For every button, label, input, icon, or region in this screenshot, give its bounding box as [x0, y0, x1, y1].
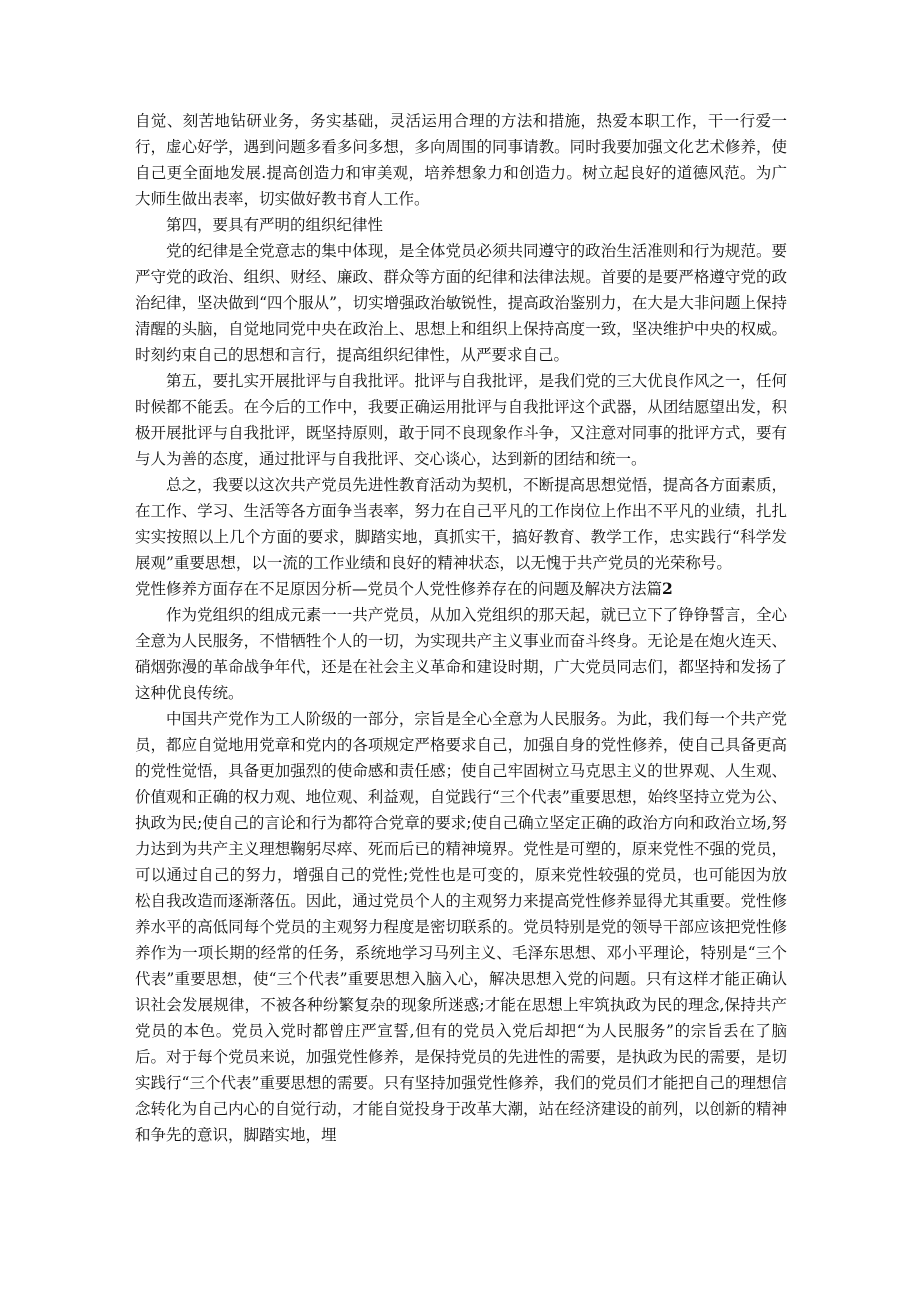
paragraph-party-cultivation: 中国共产党作为工人阶级的一部分，宗旨是全心全意为人民服务。为此，我们每一个共产党员，都应自觉地用党章和党内的各项规定严格要求自己，加强自身的党性修养，使自己具备更高的党性觉悟，具备更加强烈的使命感和责任感；使自己牢固树立马克思主义的世界观、人生观、价值观和正确的权力观、地位观、利益观，自觉践行“三个代表”重要思想，始终坚持立党为公、执政为民;使自己的言论和行为都符合党章的要求;使自己确立坚定正确的政治方向和政治立场,努力达到为共产主义理想鞠躬尽瘁、死而后已的精神境界。党性是可塑的，原来党性不强的党员，可以通过自己的努力，增强自己的党性;党性也是可变的，原来党性较强的党员，也可能因为放松自我改造而逐渐落伍。因此，通过党员个人的主观努力来提高党性修养显得尤其重要。党性修养水平的高低同每个党员的主观努力程度是密切联系的。党员特别是党的领导干部应该把党性修养作为一项长期的经常的任务，系统地学习马列主义、毛泽东思想、邓小平理论，特别是“三个代表”重要思想，使“三个代表”重要思想入脑入心，解决思想入党的问题。只有这样才能正确认识社会发展规律，不被各种纷繁复杂的现象所迷惑;才能在思想上牢筑执政为民的理念,保持共产党员的本色。党员入党时都曾庄严宣誓,但有的党员入党后却把“为人民服务”的宗旨丢在了脑后。对于每个党员来说，加强党性修养，是保持党员的先进性的需要，是执政为民的需要，是切实践行“三个代表”重要思想的需要。只有坚持加强党性修养，我们的党员们才能把自己的理想信念转化为自己内心的自觉行动，才能自觉投身于改革大潮，站在经济建设的前列，以创新的精神和争先的意识，脚踏实地，埋	[135, 710, 787, 1144]
paragraph-criticism: 第五，要扎实开展批评与自我批评。批评与自我批评，是我们党的三大优良作风之一，任何时候都不能丢。在今后的工作中，我要正确运用批评与自我批评这个武器，从团结愿望出发，积极开展批评与自我批评，既坚持原则，敢于同不良现象作斗争，又注意对同事的批评方式，要有与人为善的态度，通过批评与自我批评、交心谈心，达到新的团结和统一。	[135, 372, 787, 468]
article-title-number: 2	[662, 579, 673, 598]
paragraph-discipline: 党的纪律是全党意志的集中体现，是全体党员必须共同遵守的政治生活准则和行为规范。要严守党的政治、组织、财经、廉政、群众等方面的纪律和法律法规。首要的是要严格遵守党的政治纪律，坚决做到“四个服从”，切实增强政治敏锐性，提高政治鉴别力，在大是大非问题上保持清醒的头脑，自觉地同党中央在政治上、思想上和组织上保持高度一致，坚决维护中央的权威。时刻约束自己的思想和言行，提高组织纪律性，从严要求自己。	[135, 242, 787, 364]
section-heading-discipline: 第四，要具有严明的组织纪律性	[166, 216, 384, 234]
document-body	[135, 108, 787, 1148]
paragraph-party-member: 作为党组织的组成元素一一共产党员，从加入党组织的那天起，就已立下了铮铮誓言，全心全意为人民服务，不惜牺牲个人的一切，为实现共产主义事业而奋斗终身。无论是在炮火连天、硝烟弥漫的革命战争年代，还是在社会主义革命和建设时期，广大党员同志们，都坚持和发扬了这种优良传统。	[135, 606, 787, 702]
paragraph-continuation: 自觉、刻苦地钻研业务，务实基础，灵活运用合理的方法和措施，热爱本职工作，干一行爱一行，虚心好学，遇到问题多看多问多想，多向周围的同事请教。同时我要加强文化艺术修养，使自己更全面地发展.提高创造力和审美观，培养想象力和创造力。树立起良好的道德风范。为广大师生做出表率，切实做好教书育人工作。	[135, 112, 787, 208]
article-title-text: 党性修养方面存在不足原因分析—党员个人党性修养存在的问题及解决方法篇	[135, 580, 663, 598]
article-title	[135, 576, 787, 602]
paragraph-conclusion: 总之，我要以这次共产党员先进性教育活动为契机，不断提高思想觉悟，提高各方面素质，在工作、学习、生活等各方面争当表率，努力在自己平凡的工作岗位上作出不平凡的业绩，扎扎实实按照以上几个方面的要求，脚踏实地，真抓实干，搞好教育、教学工作，忠实践行“科学发展观”重要思想，以一流的工作业绩和良好的精神状态，以无愧于共产党员的光荣称号。	[135, 476, 787, 572]
